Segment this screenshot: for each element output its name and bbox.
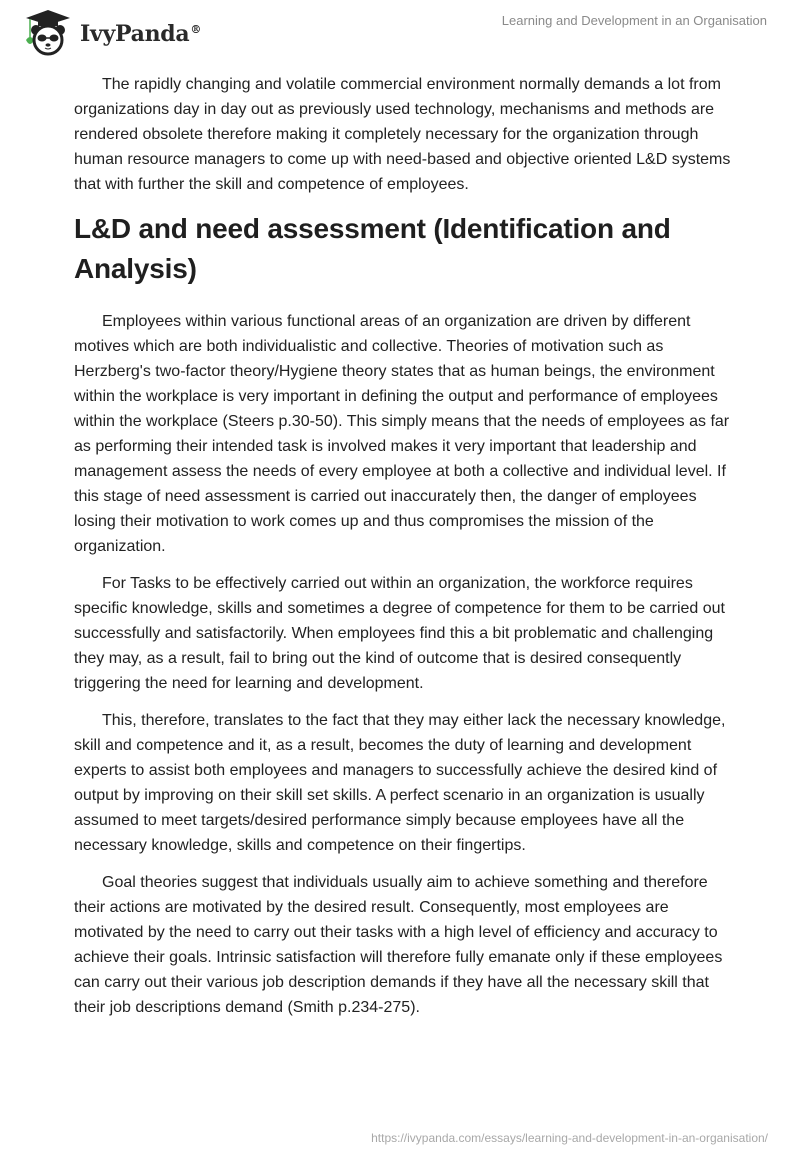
- panda-graduate-icon: [18, 8, 74, 56]
- section-heading: L&D and need assessment (Identification and Analysis): [74, 213, 671, 284]
- document-title: Learning and Development in an Organisation: [501, 13, 767, 28]
- body-paragraph: Goal theories suggest that individuals usually aim to achieve something and therefore their actions are motivated by the desired result. Consequently, most employees are motivated by the need to carry out their tasks with a high level of efficiency and accuracy to achieve their goals. Intrinsic satisfaction will therefore fully emanate only if these employees can carry out their various job description demands if they have all the necessary skill that their job descriptions demand (Smith p.234-275).: [74, 874, 723, 1016]
- ivypanda-logo[interactable]: [18, 8, 201, 56]
- body-paragraph: For Tasks to be effectively carried out within an organization, the workforce requires specific knowledge, skills and sometimes a degree of competence for them to be carried out successfully and satisfactorily. When employees find this a bit problematic and challenging they may, as a result, fail to bring out the kind of outcome that is desired consequently triggering the need for learning and development.: [74, 575, 725, 692]
- essay-content: [74, 72, 734, 1032]
- body-paragraph: Employees within various functional areas of an organization are driven by different motives which are both individualistic and collective. Theories of motivation such as Herzberg's two-factor theory/Hygiene theory states that as human beings, the environment within the workplace is very important in defining the output and performance of employees within the workplace (Steers p.30-50). This simply means that the needs of employees as far as performing their intended task is involved makes it very important that leadership and management assess the needs of every employee at both a collective and individual level. If this stage of need assessment is carried out inaccurately then, the danger of employees losing their motivation to work comes up and thus compromises the mission of the organization.: [74, 313, 730, 555]
- source-url[interactable]: https://ivypanda.com/essays/learning-and-development-in-an-organisation/: [371, 1131, 768, 1145]
- registered-mark: ®: [190, 22, 202, 36]
- body-paragraph: This, therefore, translates to the fact that they may either lack the necessary knowledge, skill and competence and it, as a result, becomes the duty of learning and development experts to assist both employees and managers to successfully achieve the desired kind of output by improving on their skill set skills. A perfect scenario in an organization is usually assumed to meet targets/desired performance simply because employees have all the necessary knowledge, skills and competence on their fingertips.: [74, 712, 726, 854]
- intro-paragraph: The rapidly changing and volatile commercial environment normally demands a lot from organizations day in day out as previously used technology, mechanisms and methods are rendered obsolete therefore making it completely necessary for the organization through human resource managers to come up with need-based and objective oriented L&D systems that with further the skill and competence of employees.: [74, 76, 731, 193]
- page-header: [0, 0, 800, 60]
- brand-name: IvyPanda®: [80, 21, 202, 47]
